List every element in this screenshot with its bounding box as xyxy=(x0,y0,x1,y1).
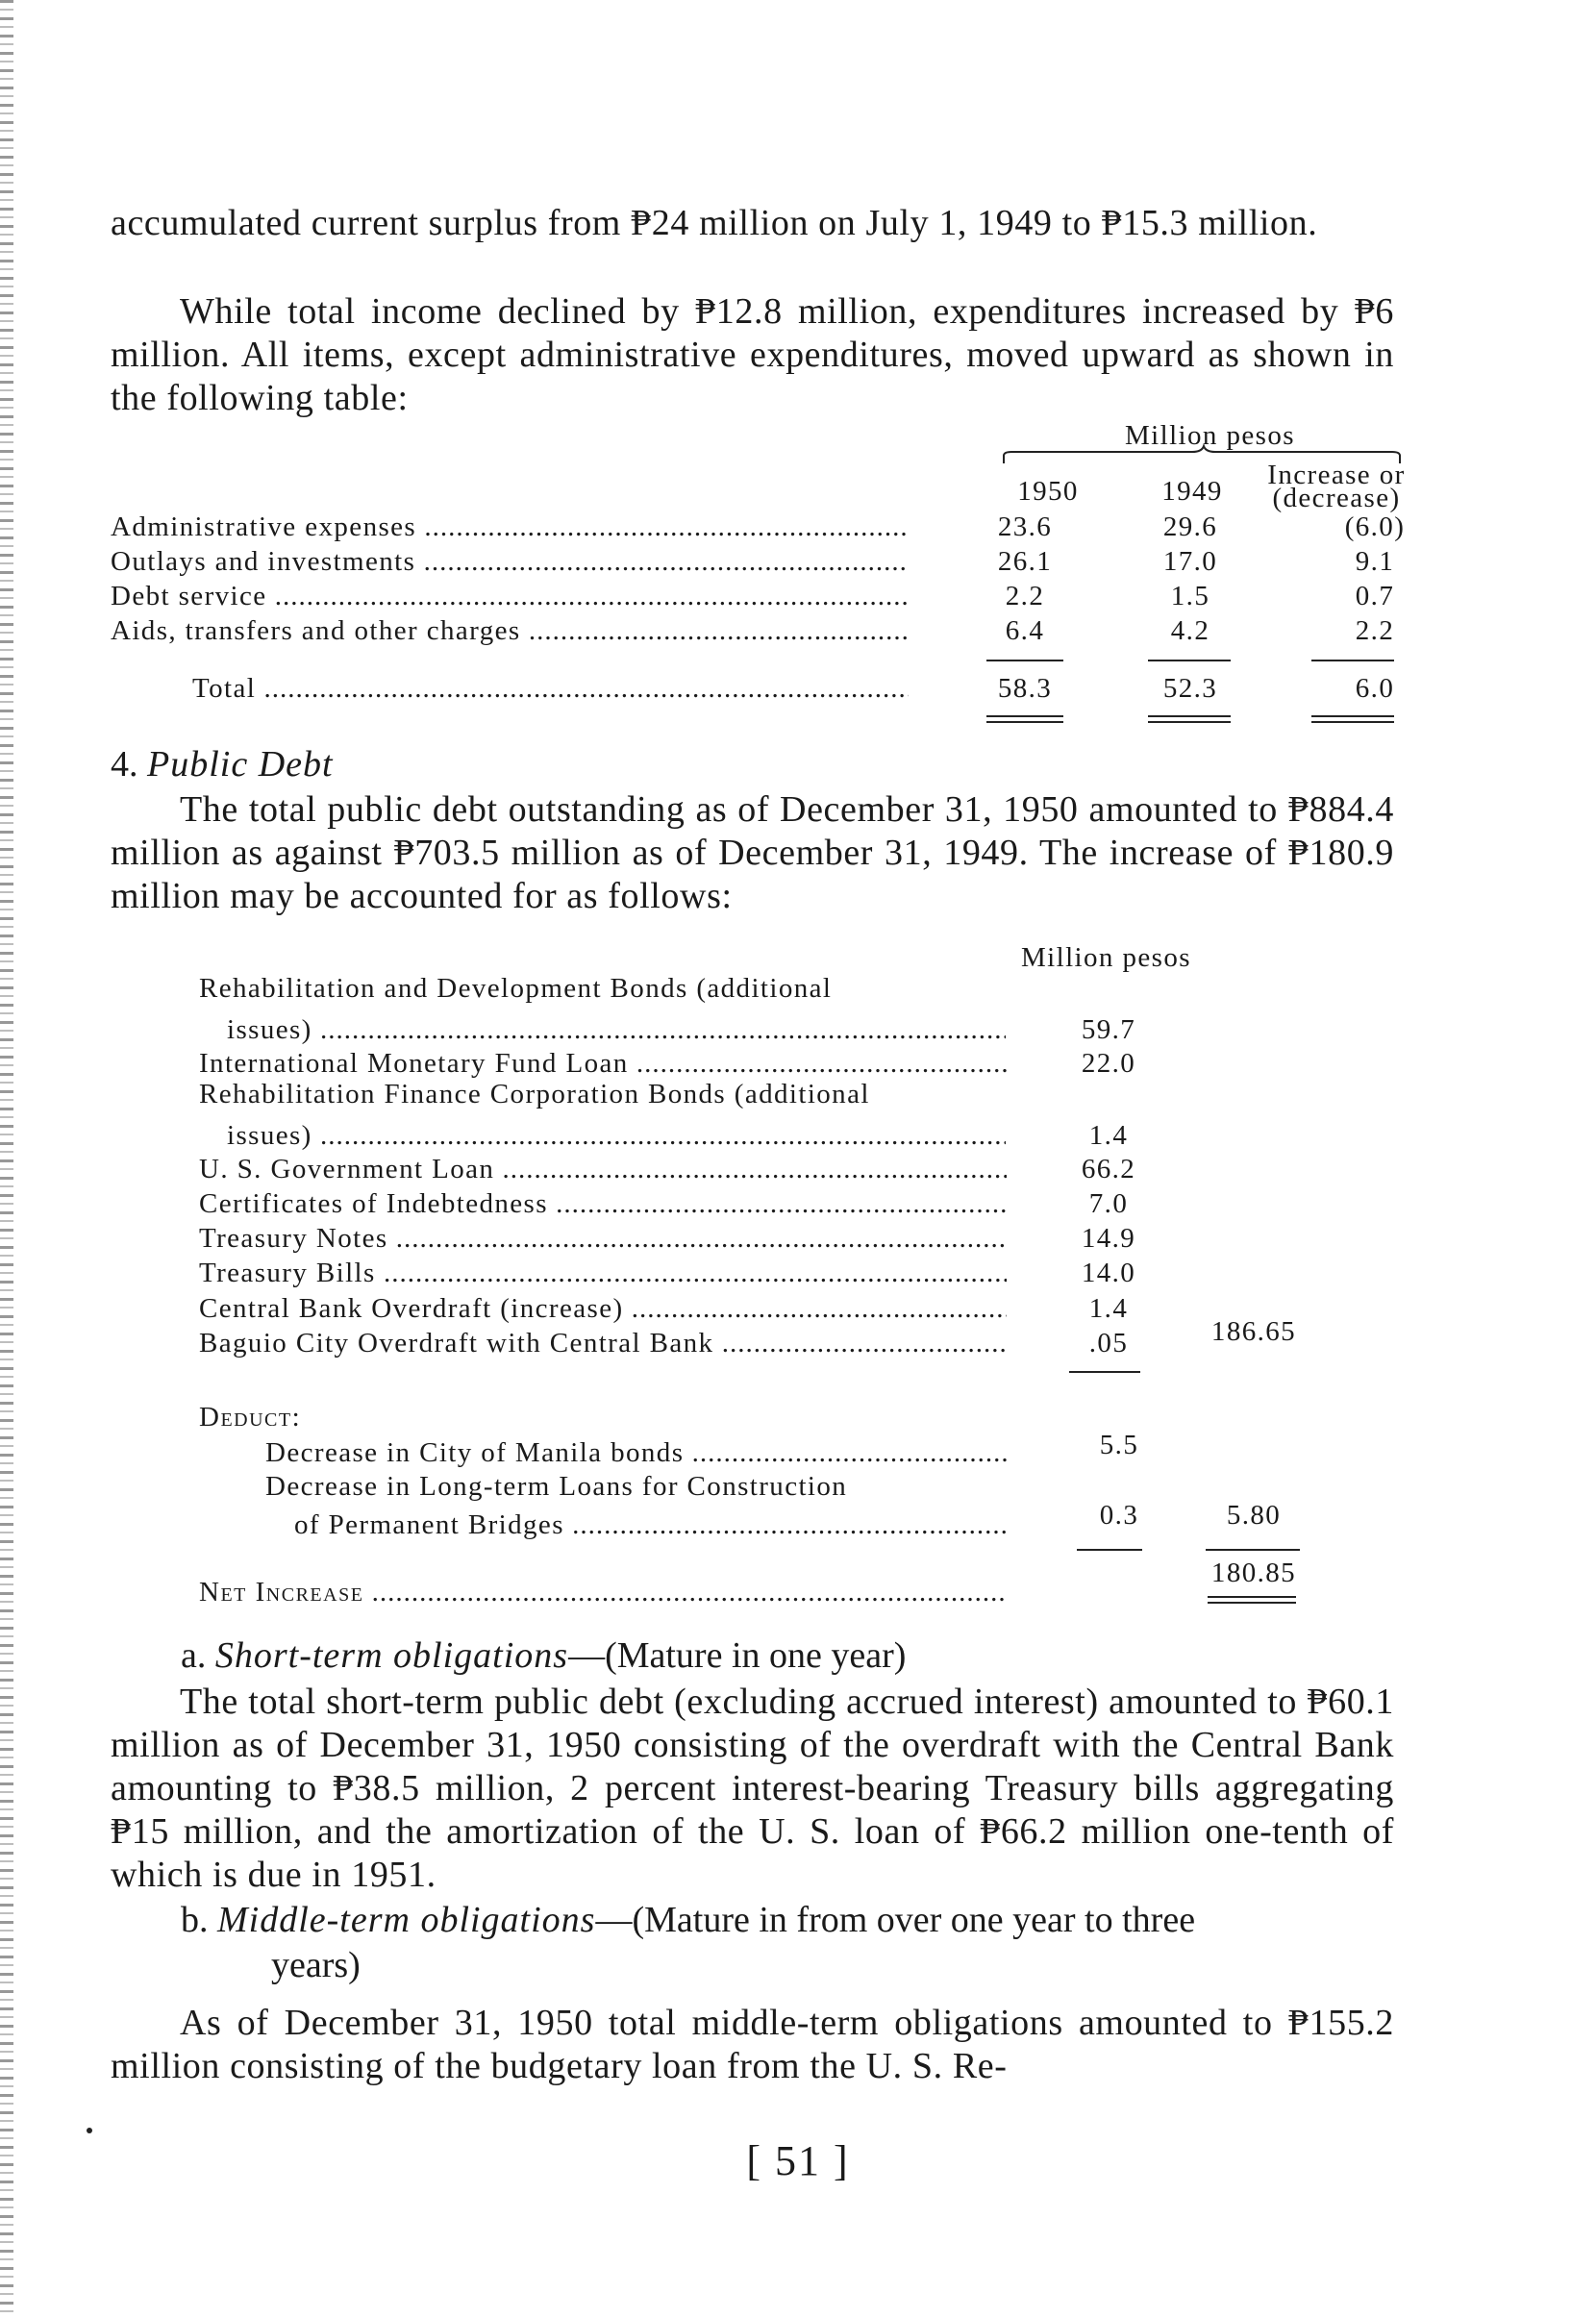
t2-item-value: 7.0 xyxy=(1088,1188,1129,1219)
t1-value-1950: 2.2 xyxy=(1005,581,1045,611)
t1-dbl-change xyxy=(1311,715,1394,723)
page-number: [ 51 ] xyxy=(746,2137,850,2184)
t1-value-1949: 29.6 xyxy=(1162,511,1218,542)
col-change: Increase or (decrease) xyxy=(1267,460,1406,513)
net-increase-dbl xyxy=(1208,1596,1296,1604)
t2-item-label: U. S. Government Loan ..... xyxy=(199,1154,1007,1185)
t2-item-value: 14.9 xyxy=(1081,1223,1136,1254)
deduct-item-label: Decrease in City of Manila bonds ..... xyxy=(265,1437,1008,1469)
t1-dbl-1950 xyxy=(986,715,1063,723)
t2-item-line1: Rehabilitation Finance Corporation Bonds (additional xyxy=(199,1079,870,1109)
t2-item-value: 14.0 xyxy=(1081,1258,1136,1288)
table1-unit-label: Million pesos xyxy=(1125,420,1295,451)
t2-item-label: Central Bank Overdraft (increase) ..... xyxy=(199,1293,1007,1325)
t2-item-value: 1.4 xyxy=(1088,1120,1129,1151)
t1-rule-1949 xyxy=(1148,660,1231,661)
short-term-title: Short-term obligations xyxy=(214,1635,569,1676)
middle-term-suffix-2: years) xyxy=(271,1945,361,1985)
paragraph-income: While total income declined by ₱12.8 million, expenditures increased by ₱6 million. All items, except administrative expenditures, moved upward as shown in the following table: xyxy=(111,291,1394,418)
deduct-item-line1: Decrease in Long-term Loans for Construction xyxy=(265,1471,848,1502)
t1-row-label: Administrative expenses ..... xyxy=(111,511,909,543)
t1-total-1950: 58.3 xyxy=(997,673,1053,704)
t1-row-label: Debt service ..... xyxy=(111,581,909,612)
t2-item-line1: Rehabilitation and Development Bonds (additional xyxy=(199,973,833,1004)
paragraph-middle-term: As of December 31, 1950 total middle-term obligations amounted to ₱155.2 million consisting of the budgetary loan from the U. S. Re- xyxy=(111,2003,1394,2086)
section-title: Public Debt xyxy=(147,744,334,785)
t1-value-1949: 17.0 xyxy=(1162,546,1218,577)
t2-item-value: 66.2 xyxy=(1081,1154,1136,1184)
t2-item-label: Treasury Notes ..... xyxy=(199,1223,1007,1255)
t1-value-1949: 4.2 xyxy=(1170,615,1210,646)
middle-term-heading xyxy=(181,1899,1195,1941)
t2-item-label: International Monetary Fund Loan ..... xyxy=(199,1048,1007,1080)
t1-total-change: 6.0 xyxy=(1355,673,1395,704)
t1-row-label: Outlays and investments ..... xyxy=(111,546,909,578)
table2-unit-label: Million pesos xyxy=(1021,942,1191,973)
scan-edge xyxy=(0,0,13,2318)
net-increase-label: Net Increase ..... xyxy=(199,1577,1007,1608)
t1-rule-change xyxy=(1311,660,1394,661)
middle-term-title: Middle-term obligations xyxy=(217,1900,596,1940)
t1-value-change: 9.1 xyxy=(1355,546,1395,577)
t2-item-label: Baguio City Overdraft with Central Bank ..... xyxy=(199,1328,1007,1359)
t2-item-value: 22.0 xyxy=(1081,1048,1136,1079)
t2-item-value: 1.4 xyxy=(1088,1293,1129,1324)
deduct-value: 0.3 xyxy=(1099,1500,1139,1531)
t2-subtotal: 186.65 xyxy=(1210,1316,1297,1347)
t2-rule-items xyxy=(1069,1371,1140,1373)
t2-item-label-2: issues) ..... xyxy=(227,1120,1006,1152)
short-term-prefix: a. xyxy=(181,1635,207,1676)
t1-value-1950: 26.1 xyxy=(997,546,1053,577)
t1-value-change: 0.7 xyxy=(1355,581,1395,611)
t1-value-1950: 23.6 xyxy=(997,511,1053,542)
deduct-subtotal: 5.80 xyxy=(1226,1500,1282,1531)
col-1949: 1949 xyxy=(1161,476,1223,507)
section-heading xyxy=(111,743,334,785)
deduct-label: Deduct: xyxy=(199,1402,302,1433)
col-1950: 1950 xyxy=(1017,476,1079,507)
t1-dbl-1949 xyxy=(1148,715,1231,723)
t2-item-value: 59.7 xyxy=(1081,1014,1136,1045)
t1-value-change: 2.2 xyxy=(1355,615,1395,646)
t2-rule-deduct xyxy=(1077,1549,1142,1551)
t2-item-label-2: issues) ..... xyxy=(227,1014,1006,1046)
t1-total-1949: 52.3 xyxy=(1162,673,1218,704)
t2-item-label: Certificates of Indebtedness ..... xyxy=(199,1188,1007,1220)
deduct-item-label-2: of Permanent Bridges ..... xyxy=(294,1509,1008,1541)
t2-rule-subtotal xyxy=(1206,1549,1300,1551)
middle-term-prefix: b. xyxy=(181,1900,209,1940)
deduct-value: 5.5 xyxy=(1099,1430,1139,1460)
margin-dot xyxy=(87,2128,92,2133)
short-term-suffix: —(Mature in one year) xyxy=(568,1635,907,1676)
t2-item-value: .05 xyxy=(1088,1328,1129,1358)
paragraph-surplus: accumulated current surplus from ₱24 million on July 1, 1949 to ₱15.3 million. xyxy=(111,203,1318,243)
paragraph-public-debt: The total public debt outstanding as of December 31, 1950 amounted to ₱884.4 million as against ₱703.5 million as of December 31, 1949. The increase of ₱180.9 million may be accounted for as follows: xyxy=(111,789,1394,916)
t1-rule-1950 xyxy=(986,660,1063,661)
short-term-heading xyxy=(181,1634,906,1677)
t1-value-1950: 6.4 xyxy=(1005,615,1045,646)
t1-row-label: Aids, transfers and other charges ..... xyxy=(111,615,909,647)
paragraph-short-term: The total short-term public debt (excluding accrued interest) amounted to ₱60.1 million as of December 31, 1950 consisting of the overdraft with the Central Bank amounting to ₱38.5 million, 2 percent interest-bearing Treasury bills aggregating ₱15 million, and the amortization of the U. S. loan of ₱66.2 million one-tenth of which is due in 1951. xyxy=(111,1682,1394,1895)
t1-total-label: Total ..... xyxy=(192,673,909,705)
t1-value-1949: 1.5 xyxy=(1170,581,1210,611)
t2-item-label: Treasury Bills ..... xyxy=(199,1258,1007,1289)
net-increase-value: 180.85 xyxy=(1210,1558,1297,1588)
section-number: 4. xyxy=(111,744,138,785)
t1-value-change: (6.0) xyxy=(1344,511,1406,542)
middle-term-suffix: —(Mature in from over one year to three xyxy=(595,1900,1196,1940)
